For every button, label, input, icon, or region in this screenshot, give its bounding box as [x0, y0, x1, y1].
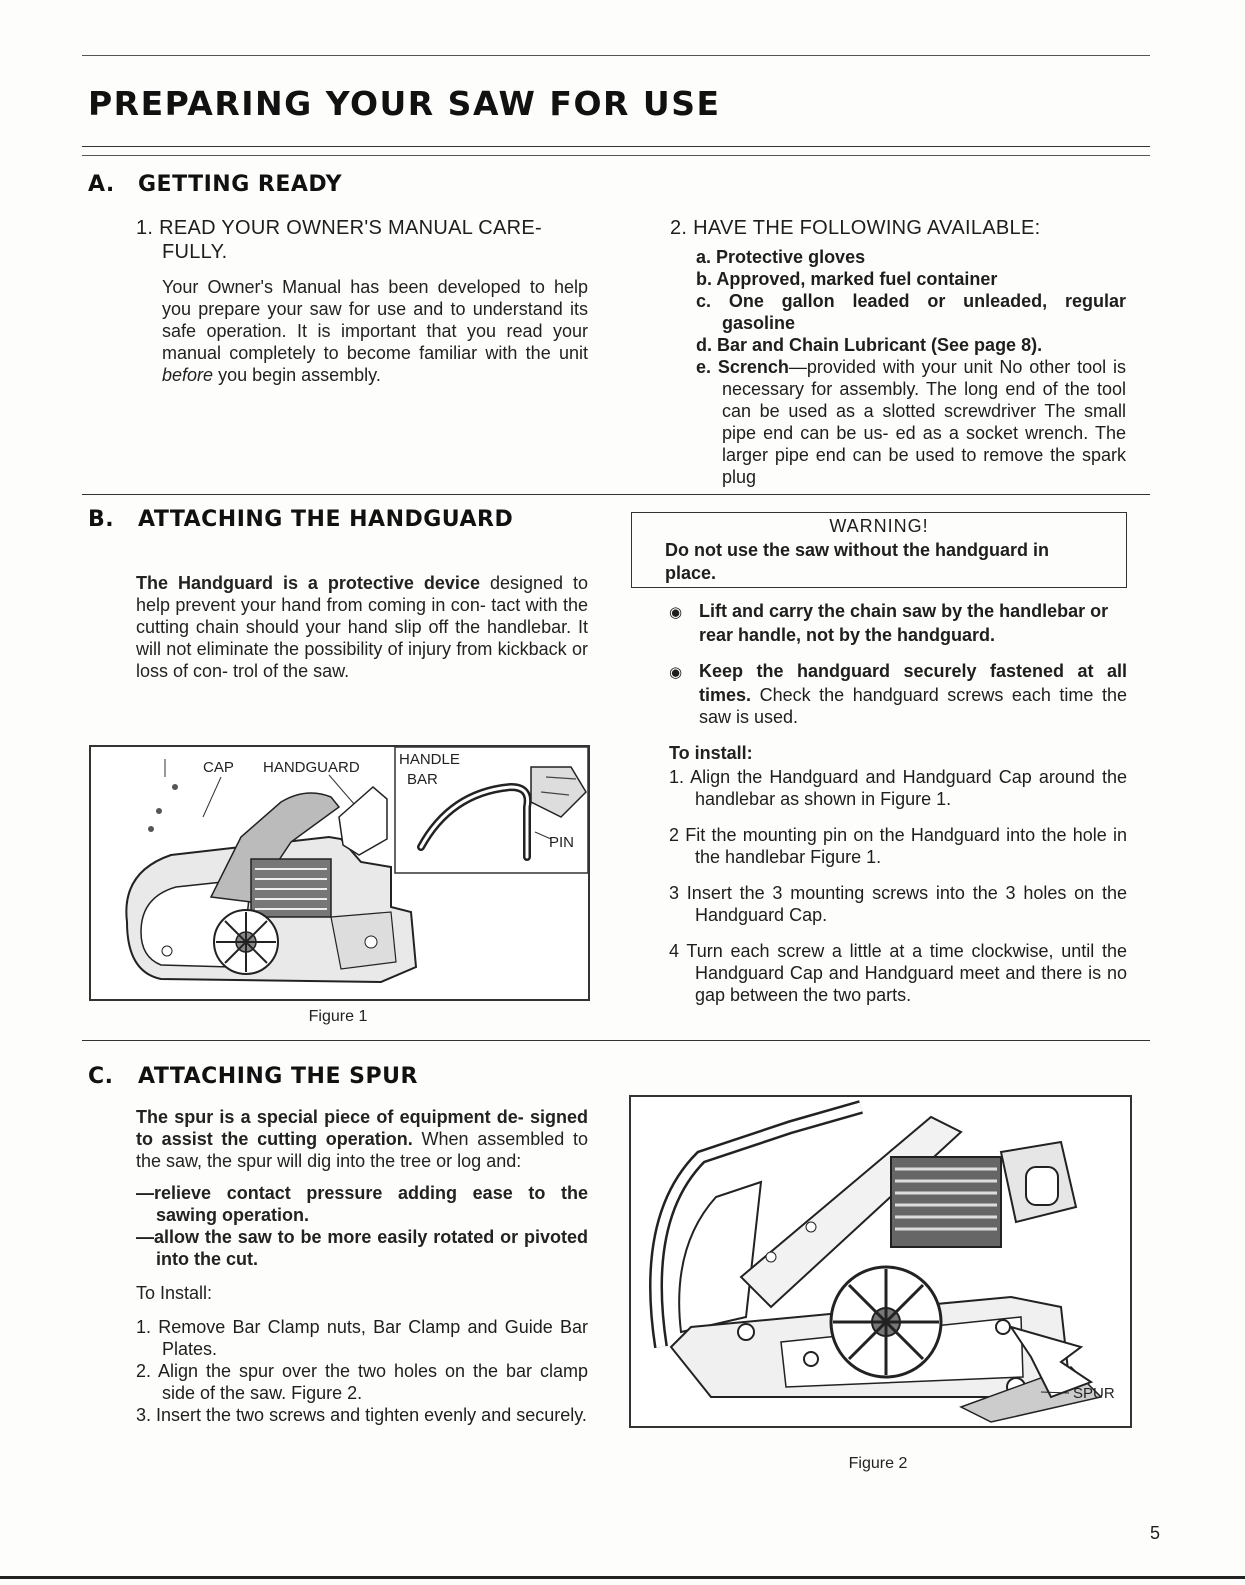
section-c-heading	[88, 1064, 418, 1089]
item2-block	[670, 216, 1126, 488]
step-item: 3 Insert the 3 mounting screws into the 3 holes on the Handguard Cap.	[669, 883, 1127, 925]
item1-body-text: Your Owner's Manual has been developed to help you prepare your saw for use and to understand its safe operation. It is important that you read your manual completely to become familiar with the unit	[162, 277, 588, 363]
warning-title: WARNING!	[829, 516, 929, 536]
figure-2-caption: Figure 2	[848, 1455, 908, 1472]
available-list	[670, 246, 1126, 488]
title-rule-upper	[82, 146, 1150, 147]
available-item: d. Bar and Chain Lubricant (See page 8).	[696, 335, 1043, 355]
handguard-install-heading: To install:	[669, 743, 753, 763]
step-item: 4 Turn each screw a little at a time clockwise, until the Handguard Cap and Handguard meet and there is no gap between the two parts.	[669, 941, 1127, 1005]
section-a-title: GETTING READY	[138, 172, 343, 197]
available-item: b. Approved, marked fuel container	[696, 269, 998, 289]
spur-illustration	[631, 1097, 1130, 1426]
spur-benefit: —allow the saw to be more easily rotated or pivoted into the cut.	[136, 1227, 588, 1269]
page-title: PREPARING YOUR SAW FOR USE	[88, 84, 721, 123]
spur-intro: The spur is a special piece of equipment de- signed to assist the cutting operation. When assembled to the saw, the spur will dig into the tree or log and:	[136, 1107, 588, 1171]
section-a-heading	[88, 172, 342, 197]
figure1-label-pin: PIN	[549, 834, 575, 851]
handguard-instructions	[669, 600, 1127, 1006]
step-item: 2. Align the spur over the two holes on the bar clamp side of the saw. Figure 2.	[136, 1361, 588, 1403]
figure-1	[89, 745, 590, 1001]
figure1-label-bar: BAR	[407, 771, 438, 788]
handguard-bullets	[669, 600, 1127, 728]
item1-body-emphasis: before	[162, 365, 214, 385]
available-item: c. One gallon leaded or unleaded, regular gasoline	[696, 291, 1126, 333]
available-item-scrench: e. Scrench—provided with your unit No other tool is necessary for assembly. The long end of the tool can be used as a slotted screwdriver The small pipe end can be us- ed as a socket wrench. The larger pipe end can be used to remove the spark plug	[696, 357, 1126, 487]
figure1-label-handle: HANDLE	[399, 751, 460, 768]
handguard-intro: The Handguard is a protective device designed to help prevent your hand from coming in con- tact with the cutting chain should your hand slip off the handlebar. It will not eliminate the possibility of injury from kickback or loss of con- trol of the saw.	[136, 573, 588, 681]
bottom-edge	[0, 1576, 1245, 1579]
warning-text: Do not use the saw without the handguard in place.	[665, 540, 1049, 583]
step-item: 1. Remove Bar Clamp nuts, Bar Clamp and Guide Bar Plates.	[136, 1317, 588, 1359]
section-b-rule	[82, 494, 1150, 495]
section-b-letter: B.	[88, 507, 115, 532]
item1-block	[136, 216, 588, 386]
warning-box	[631, 512, 1127, 588]
section-c-title: ATTACHING THE SPUR	[138, 1064, 418, 1089]
step-item: 2 Fit the mounting pin on the Handguard into the hole in the handlebar Figure 1.	[669, 825, 1127, 867]
item2-heading: 2. HAVE THE FOLLOWING AVAILABLE:	[670, 217, 1041, 239]
top-rule	[82, 55, 1150, 56]
section-b-heading	[88, 507, 513, 532]
spur-install-heading: To Install:	[136, 1283, 213, 1303]
item1-body-end: you begin assembly.	[218, 365, 381, 385]
handguard-steps	[669, 766, 1127, 1006]
title-rule-lower	[82, 155, 1150, 156]
figure1-label-cap: CAP	[203, 759, 234, 776]
figure1-label-handguard: HANDGUARD	[263, 759, 360, 776]
spur-steps	[136, 1316, 588, 1426]
page-number: 5	[1150, 1523, 1161, 1543]
bullet-item: ◉ Keep the handguard securely fastened at all times. Check the handguard screws each time the saw is used.	[669, 661, 1127, 727]
step-item: 3. Insert the two screws and tighten evenly and securely.	[136, 1405, 587, 1425]
item1-body	[162, 276, 588, 386]
spur-benefit: —relieve contact pressure adding ease to the sawing operation.	[136, 1183, 588, 1225]
available-item: a. Protective gloves	[696, 247, 866, 267]
section-c-rule	[82, 1040, 1150, 1041]
spur-text-block	[136, 1106, 588, 1426]
section-b-title: ATTACHING THE HANDGUARD	[138, 507, 514, 532]
figure2-label-spur: SPUR	[1073, 1385, 1115, 1402]
section-c-letter: C.	[88, 1064, 114, 1089]
step-item: 1. Align the Handguard and Handguard Cap around the handlebar as shown in Figure 1.	[669, 767, 1127, 809]
bullet-item: ◉ Lift and carry the chain saw by the handlebar or rear handle, not by the handguard.	[669, 601, 1109, 645]
section-a-letter: A.	[88, 172, 115, 197]
handguard-illustration	[91, 747, 588, 999]
figure-1-caption: Figure 1	[308, 1008, 368, 1025]
item1-heading: 1. READ YOUR OWNER'S MANUAL CARE- FULLY.	[136, 217, 543, 263]
figure-2	[629, 1095, 1132, 1428]
